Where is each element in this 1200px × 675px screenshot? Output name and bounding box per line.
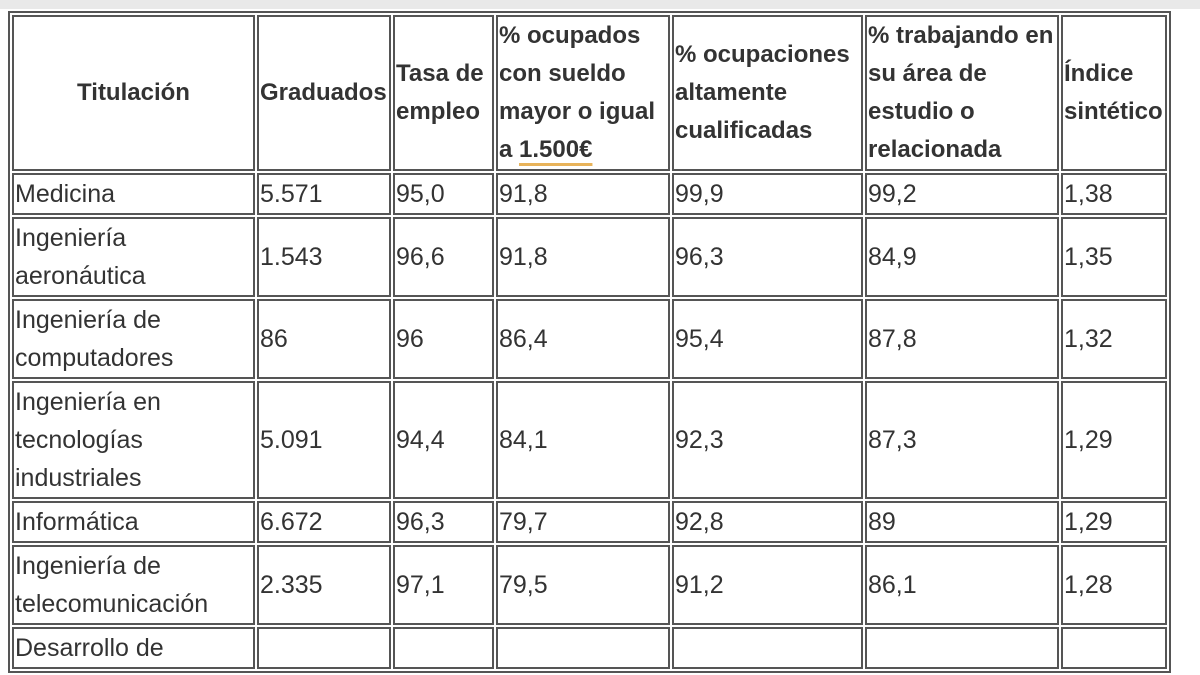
cell-tasa-empleo: 97,1: [393, 545, 494, 625]
salary-link[interactable]: 1.500€: [519, 136, 593, 163]
cell-area-estudio: [865, 627, 1059, 669]
cell-indice: 1,32: [1061, 299, 1167, 379]
cell-area-estudio: 89: [865, 501, 1059, 543]
table-row: [12, 627, 1167, 669]
cell-sueldo: 79,5: [496, 545, 670, 625]
cell-graduados: 5.571: [257, 173, 391, 215]
table-row: [12, 545, 1167, 625]
cell-area-estudio: 84,9: [865, 217, 1059, 297]
table-row: [12, 299, 1167, 379]
table-row: [12, 381, 1167, 499]
cell-cualificadas: 95,4: [672, 299, 863, 379]
cell-titulacion: Ingeniería de computadores: [12, 299, 255, 379]
cell-tasa-empleo: 95,0: [393, 173, 494, 215]
cell-tasa-empleo: 96: [393, 299, 494, 379]
cell-graduados: 2.335: [257, 545, 391, 625]
table-row: [12, 173, 1167, 215]
cell-area-estudio: 86,1: [865, 545, 1059, 625]
cell-indice: [1061, 627, 1167, 669]
header-tasa-empleo: Tasa de empleo: [393, 15, 494, 171]
cell-titulacion: Medicina: [12, 173, 255, 215]
table-row: [12, 217, 1167, 297]
cell-indice: 1,29: [1061, 381, 1167, 499]
cell-indice: 1,29: [1061, 501, 1167, 543]
cell-tasa-empleo: 96,3: [393, 501, 494, 543]
cell-cualificadas: 92,3: [672, 381, 863, 499]
cell-titulacion: Desarrollo de: [12, 627, 255, 669]
cell-graduados: 86: [257, 299, 391, 379]
header-sueldo-text: % ocupados con sueldo mayor o igual a: [499, 22, 656, 163]
header-indice: Índice sintético: [1061, 15, 1167, 171]
cell-titulacion: Ingeniería de telecomunicación: [12, 545, 255, 625]
cell-tasa-empleo: 94,4: [393, 381, 494, 499]
cell-indice: 1,28: [1061, 545, 1167, 625]
cell-sueldo: 91,8: [496, 217, 670, 297]
cell-tasa-empleo: 96,6: [393, 217, 494, 297]
cell-sueldo: [496, 627, 670, 669]
cell-graduados: 1.543: [257, 217, 391, 297]
cell-graduados: [257, 627, 391, 669]
top-bar: [0, 0, 1200, 9]
cell-sueldo: 86,4: [496, 299, 670, 379]
header-sueldo: [496, 15, 670, 171]
cell-tasa-empleo: [393, 627, 494, 669]
cell-titulacion: Informática: [12, 501, 255, 543]
cell-sueldo: 84,1: [496, 381, 670, 499]
cell-area-estudio: 87,3: [865, 381, 1059, 499]
header-row: [12, 15, 1167, 171]
cell-cualificadas: 99,9: [672, 173, 863, 215]
cell-indice: 1,35: [1061, 217, 1167, 297]
cell-titulacion: Ingeniería en tecnologías industriales: [12, 381, 255, 499]
cell-cualificadas: [672, 627, 863, 669]
employment-table: [8, 11, 1171, 673]
cell-graduados: 5.091: [257, 381, 391, 499]
header-area-estudio: % trabajando en su área de estudio o relacionada: [865, 15, 1059, 171]
cell-cualificadas: 91,2: [672, 545, 863, 625]
cell-graduados: 6.672: [257, 501, 391, 543]
cell-cualificadas: 96,3: [672, 217, 863, 297]
header-graduados: Graduados: [257, 15, 391, 171]
cell-area-estudio: 99,2: [865, 173, 1059, 215]
cell-sueldo: 79,7: [496, 501, 670, 543]
table-row: [12, 501, 1167, 543]
cell-sueldo: 91,8: [496, 173, 670, 215]
cell-area-estudio: 87,8: [865, 299, 1059, 379]
cell-titulacion: Ingeniería aeronáutica: [12, 217, 255, 297]
header-cualificadas: % ocupaciones altamente cualificadas: [672, 15, 863, 171]
header-titulacion: Titulación: [12, 15, 255, 171]
cell-indice: 1,38: [1061, 173, 1167, 215]
cell-cualificadas: 92,8: [672, 501, 863, 543]
